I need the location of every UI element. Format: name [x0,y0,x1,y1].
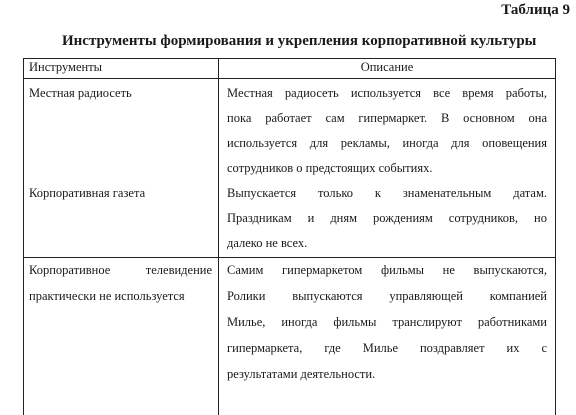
row1-instrument: Местная радиосеть [29,86,132,100]
column-divider [218,58,219,415]
row3-instrument-line1: Корпоративное телевидение [29,263,212,277]
row1-description-line1: Местная радиосеть используется все время работы, [227,86,547,100]
row2-description-line2: Праздникам и дням рождениям сотрудников, но [227,211,547,225]
row3-description-line5: результатами деятельности. [227,367,376,381]
culture-tools-table [23,58,556,415]
row2-instrument: Корпоративная газета [29,186,146,200]
row1-description-line2: пока работает сам гипермаркет. В основном она [227,111,547,125]
table-border-right [555,58,556,415]
header-description: Описание [360,60,414,74]
row2-description-line3: далеко не всех. [227,236,308,250]
row3-description-line1: Самим гипермаркетом фильмы не выпускаются, [227,263,547,277]
table-border-left [23,58,24,415]
row3-description-line4: гипермаркета, где Милье поздравляет их с [227,341,547,355]
row3-description-line2: Ролики выпускаются управляющей компанией [227,289,547,303]
row1-description-line4: сотрудников о предстоящих событиях. [227,161,433,175]
row2-description-line1: Выпускается только к знаменательным датам. [227,186,547,200]
row3-instrument-line2: практически не используется [29,289,185,303]
table-number: Таблица 9 [501,2,570,18]
header-instruments: Инструменты [29,60,103,74]
table-title: Инструменты формирования и укрепления корпоративной культуры [62,33,537,49]
row1-description-line3: используется для рекламы, иногда для оповещения [227,136,547,150]
row3-description-line3: Милье, иногда фильмы транслируют работниками [227,315,547,329]
